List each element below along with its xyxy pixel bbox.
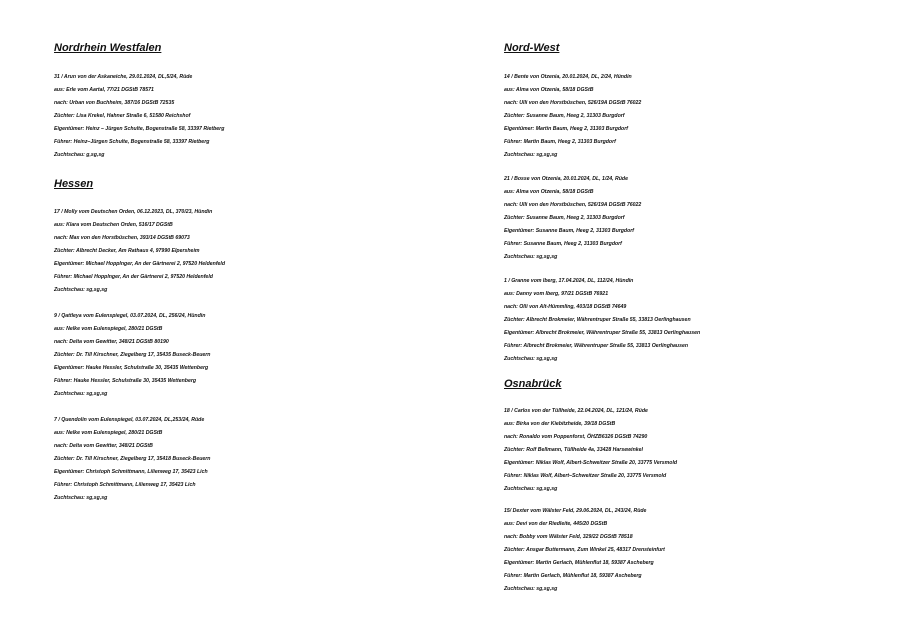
entry-detail-line: aus: Nelke vom Eulenspiegel, 280/21 DGStB bbox=[54, 430, 163, 436]
entry-title-line: 9 / Qattleya vom Eulenspiegel, 03.07.2024, DL, 256/24, Hündin bbox=[54, 313, 206, 319]
entry-detail-line: nach: Ronaldo vom Poppenforst, ÖHZB6326 DGStB 74290 bbox=[504, 434, 648, 440]
entry-detail-line: Zuchtschau: g,sg,sg bbox=[54, 152, 105, 158]
entry-detail-line: Zuchtschau: sg,sg,sg bbox=[504, 486, 558, 492]
entry-detail-line: nach: Olli von Alt-Hümmling, 403/18 DGStB 74649 bbox=[504, 304, 627, 310]
entry-title-line: 18 / Carlos von der Tüllheide, 22.04.2024, DL, 121/24, Rüde bbox=[504, 408, 648, 414]
entry-detail-line: aus: Alma von Otzenia, 58/18 DGStB bbox=[504, 87, 594, 93]
entry-detail-line: Führer: Susanne Baum, Heeg 2, 31303 Burgdorf bbox=[504, 241, 622, 247]
entry-detail-line: nach: Bobby vom Wälster Feld, 329/22 DGStB 78518 bbox=[504, 534, 633, 540]
entry-detail-line: Eigentümer: Heinz – Jürgen Schulte, Bogenstraße 58, 33397 Rietberg bbox=[54, 126, 225, 132]
entry-detail-line: Zuchtschau: sg,sg,sg bbox=[504, 586, 558, 592]
entry-detail-line: nach: Ulli von den Horstbüschen, 526/19A DGStB 76022 bbox=[504, 100, 642, 106]
entry-detail-line: Eigentümer: Susanne Baum, Heeg 2, 31303 Burgdorf bbox=[504, 228, 635, 234]
entry-title-line: 31 / Arun von der Askaneiche, 29.01.2024, DL,5/24, Rüde bbox=[54, 74, 193, 80]
entry-detail-line: nach: Ulli von den Horstbüschen, 526/19A DGStB 76022 bbox=[504, 202, 642, 208]
entry-title-line: 7 / Quendolin vom Eulenspiegel, 03.07.2024, DL,253/24, Rüde bbox=[54, 417, 205, 423]
entry-detail-line: aus: Klara vom Deutschen Orden, 516/17 DGStB bbox=[54, 222, 173, 228]
entry-detail-line: aus: Devi von der Riedleite, 445/20 DGStB bbox=[504, 521, 608, 527]
entry-detail-line: Führer: Hauke Hessler, Schulstraße 30, 35435 Wettenberg bbox=[54, 378, 197, 384]
entry-detail-line: aus: Erle vom Aartal, 77/21 DGStB 78571 bbox=[54, 87, 154, 93]
entry-title-line: 15/ Dexter vom Wälster Feld, 29.06.2024, DL, 243/24, Rüde bbox=[504, 508, 647, 514]
entry-detail-line: Eigentümer: Christoph Schmittmann, Lilienweg 17, 35423 Lich bbox=[54, 469, 208, 475]
entry-detail-line: Zuchtschau: sg,sg,sg bbox=[54, 495, 108, 501]
entry-detail-line: Züchter: Lisa Krekel, Hahner Straße 6, 51580 Reichshof bbox=[54, 113, 191, 119]
region-heading: Nord-West bbox=[504, 42, 560, 54]
entry-detail-line: Führer: Martin Baum, Heeg 2, 31303 Burgdorf bbox=[504, 139, 616, 145]
entry-detail-line: Zuchtschau: sg,sg,sg bbox=[54, 287, 108, 293]
entry-detail-line: Züchter: Albrecht Decker, Am Rathaus 4, 97990 Elpersheim bbox=[54, 248, 200, 254]
entry-detail-line: Führer: Albrecht Brokmeier, Währentruper Straße 55, 33813 Oerlinghausen bbox=[504, 343, 689, 349]
entry-detail-line: Eigentümer: Niklas Wolf, Albert-Schweitzer Straße 20, 33775 Versmold bbox=[504, 460, 678, 466]
entry-detail-line: Eigentümer: Hauke Hessler, Schulstraße 30, 35435 Wettenberg bbox=[54, 365, 209, 371]
entry-detail-line: Züchter: Rolf Bellmann, Tüllheide 4a, 33428 Harsewinkel bbox=[504, 447, 643, 453]
entry-detail-line: Züchter: Susanne Baum, Heeg 2, 31303 Burgdorf bbox=[504, 113, 625, 119]
entry-detail-line: Eigentümer: Martin Gerlach, Mühlenflut 18, 59387 Ascheberg bbox=[504, 560, 654, 566]
entry-detail-line: aus: Danny vom Iberg, 97/21 DGStB 76921 bbox=[504, 291, 609, 297]
entry-detail-line: Führer: Niklas Wolf, Albert–Schweitzer Straße 20, 33775 Versmold bbox=[504, 473, 667, 479]
entry-title-line: 1 / Granne vom Iberg, 17.04.2024, DL, 112/24, Hündin bbox=[504, 278, 634, 284]
entry-detail-line: Züchter: Dr. Till Kirschner, Ziegelberg 17, 35435 Buseck-Beuern bbox=[54, 352, 211, 358]
entry-detail-line: aus: Alma von Otzenia, 58/18 DGStB bbox=[504, 189, 594, 195]
entry-detail-line: nach: Delta vom Gewitter, 348/21 DGStB 80190 bbox=[54, 339, 169, 345]
entry-detail-line: Führer: Michael Hopplnger, An der Gärtnerei 2, 97520 Heldenfeld bbox=[54, 274, 213, 280]
region-heading: Osnabrück bbox=[504, 378, 562, 390]
region-heading: Nordrhein Westfalen bbox=[54, 42, 162, 54]
entry-detail-line: Züchter: Dr. Till Kirschner, Ziegelberg 17, 35418 Buseck-Beuern bbox=[54, 456, 211, 462]
entry-detail-line: Führer: Christoph Schmittmann, Lilienweg 17, 35423 Lich bbox=[54, 482, 196, 488]
entry-detail-line: Zuchtschau: sg,sg,sg bbox=[504, 356, 558, 362]
entry-detail-line: aus: Birka von der Kiebitzheide, 39/18 DGStB bbox=[504, 421, 616, 427]
entry-detail-line: Eigentümer: Martin Baum, Heeg 2, 31303 Burgdorf bbox=[504, 126, 628, 132]
entry-detail-line: Züchter: Albrecht Brokmeier, Währentruper Straße 55, 33813 Oerlinghausen bbox=[504, 317, 691, 323]
entry-detail-line: Zuchtschau: sg,sg,sg bbox=[54, 391, 108, 397]
entry-detail-line: Führer: Martin Gerlach, Mühlenflut 18, 59387 Ascheberg bbox=[504, 573, 642, 579]
entry-detail-line: Zuchtschau: sg,sg,sg bbox=[504, 152, 558, 158]
entry-detail-line: Züchter: Ansgar Buttermann, Zum Winkel 25, 48317 Drensteinfurt bbox=[504, 547, 665, 553]
entry-detail-line: Führer: Heinz–Jürgen Schulte, Bogenstraße 58, 33397 Rietberg bbox=[54, 139, 210, 145]
entry-detail-line: Eigentümer: Albrecht Brokmeier, Währentruper Straße 55, 33813 Oerlinghausen bbox=[504, 330, 701, 336]
region-heading: Hessen bbox=[54, 178, 94, 190]
entry-title-line: 21 / Bosse von Otzenia, 20.01.2024, DL, 1/24, Rüde bbox=[504, 176, 628, 182]
entry-detail-line: Zuchtschau: sg,sg,sg bbox=[504, 254, 558, 260]
entry-detail-line: Eigentümer: Michael Hopplnger, An der Gärtnerei 2, 97520 Heldenfeld bbox=[54, 261, 226, 267]
entry-detail-line: Züchter: Susanne Baum, Heeg 2, 31303 Burgdorf bbox=[504, 215, 625, 221]
entry-title-line: 14 / Bente von Otzenia, 20.01.2024, DL, 2/24, Hündin bbox=[504, 74, 632, 80]
entry-detail-line: aus: Nelke vom Eulenspiegel, 280/21 DGStB bbox=[54, 326, 163, 332]
entry-title-line: 17 / Molly vom Deutschen Orden, 06.12.2023, DL, 370/23, Hündin bbox=[54, 209, 213, 215]
entry-detail-line: nach: Urban von Buchheim, 387/16 DGStB 72535 bbox=[54, 100, 175, 106]
entry-detail-line: nach: Max von den Horstbüschen, 393/14 DGStB 69073 bbox=[54, 235, 190, 241]
entry-detail-line: nach: Delta vom Gewitter, 348/21 DGStB bbox=[54, 443, 153, 449]
